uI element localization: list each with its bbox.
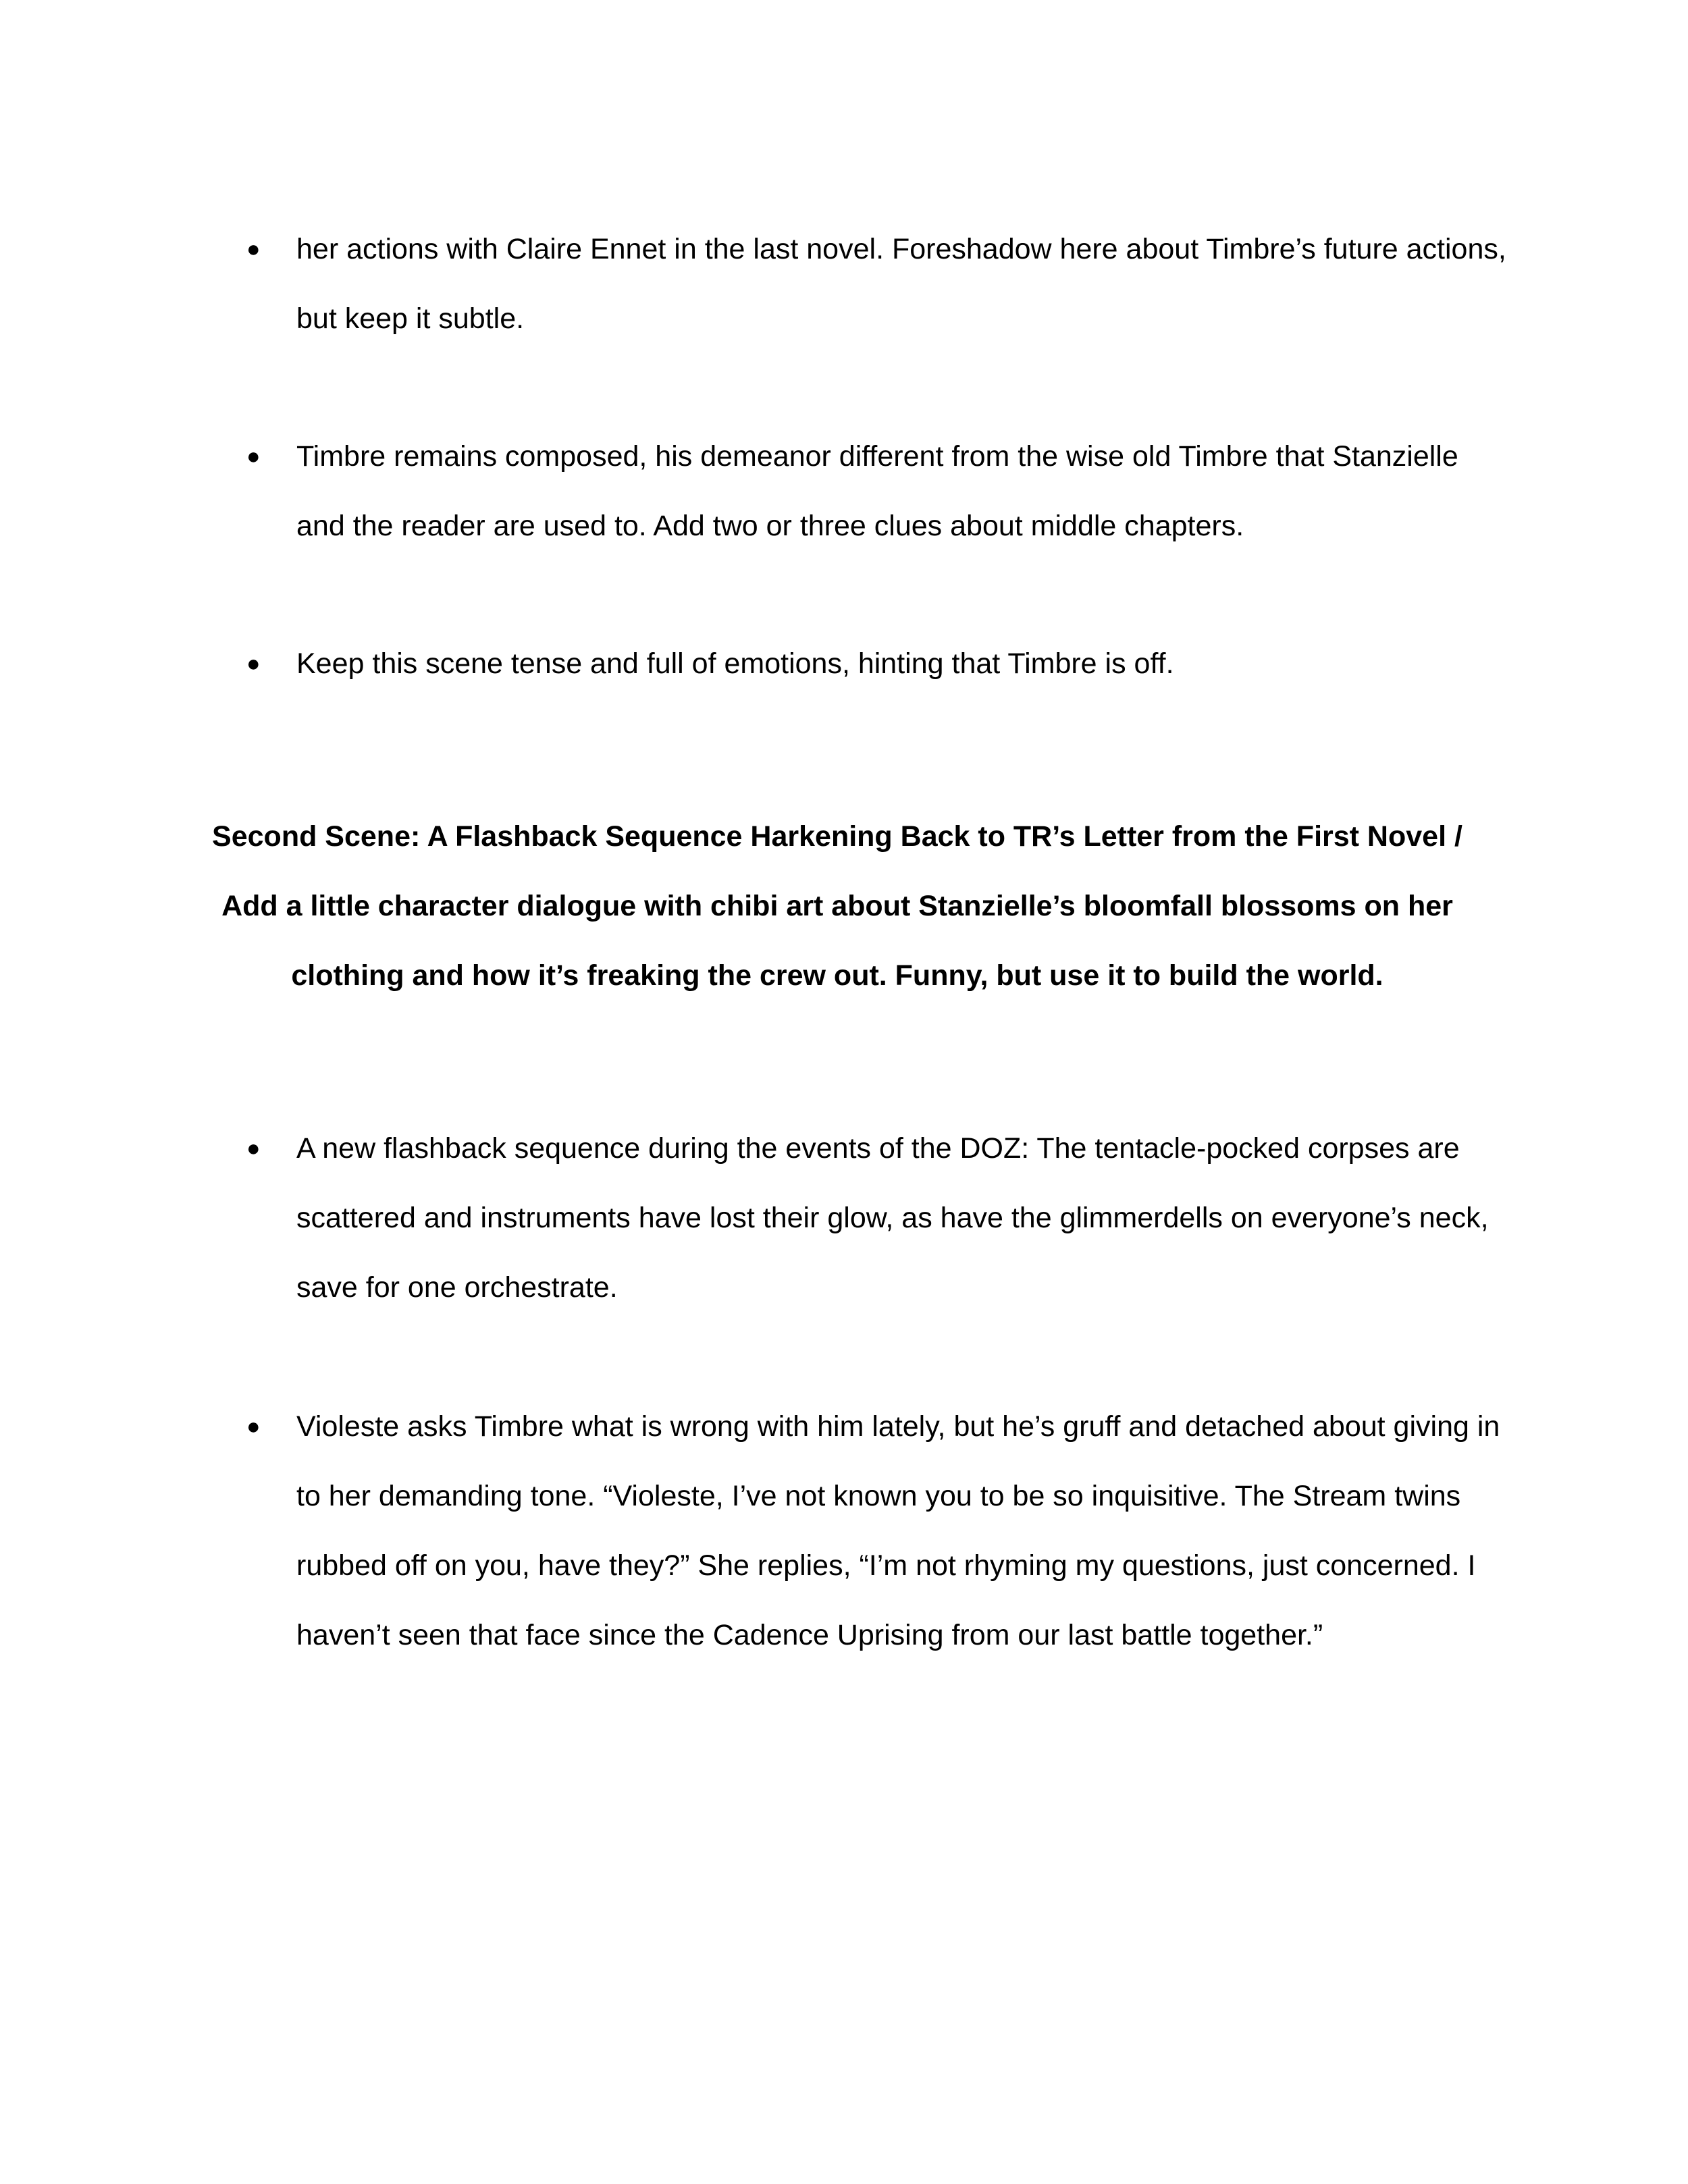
section-heading: Second Scene: A Flashback Sequence Harkening Back to TR’s Letter from the First Novel / Add a little character dialogue with chibi art about Stanzielle’s bloomfall blossoms on her clothing and how it’s freaking the crew out. Funny, but use it to build the world. <box>212 820 1462 992</box>
bullet-text: her actions with Claire Ennet in the last novel. Foreshadow here about Timbre’s future actions, but keep it subtle. <box>296 233 1506 335</box>
bullet-text: Timbre remains composed, his demeanor different from the wise old Timbre that Stanzielle and the reader are used to. Add two or three clues about middle chapters. <box>296 440 1458 542</box>
bullet-text: A new flashback sequence during the events of the DOZ: The tentacle-pocked corpses are scattered and instruments have lost their glow, as have the glimmerdells on everyone’s neck, save for one orchestrate. <box>296 1132 1489 1304</box>
bullet-marker: ● <box>246 651 261 676</box>
bullet-text: Keep this scene tense and full of emotions, hinting that Timbre is off. <box>296 647 1174 680</box>
bullet-marker: ● <box>246 444 261 469</box>
bullet-text: Violeste asks Timbre what is wrong with him lately, but he’s gruff and detached about giving in to her demanding tone. “Violeste, I’ve not known you to be so inquisitive. The Stream twins rubbed off on you, have they?” She replies, “I’m not rhyming my questions, just concerned. I haven’t seen that face since the Cadence Uprising from our last battle together.” <box>296 1410 1500 1651</box>
bullet-marker: ● <box>246 236 261 262</box>
bullet-marker: ● <box>246 1414 261 1439</box>
bullet-marker: ● <box>246 1136 261 1161</box>
